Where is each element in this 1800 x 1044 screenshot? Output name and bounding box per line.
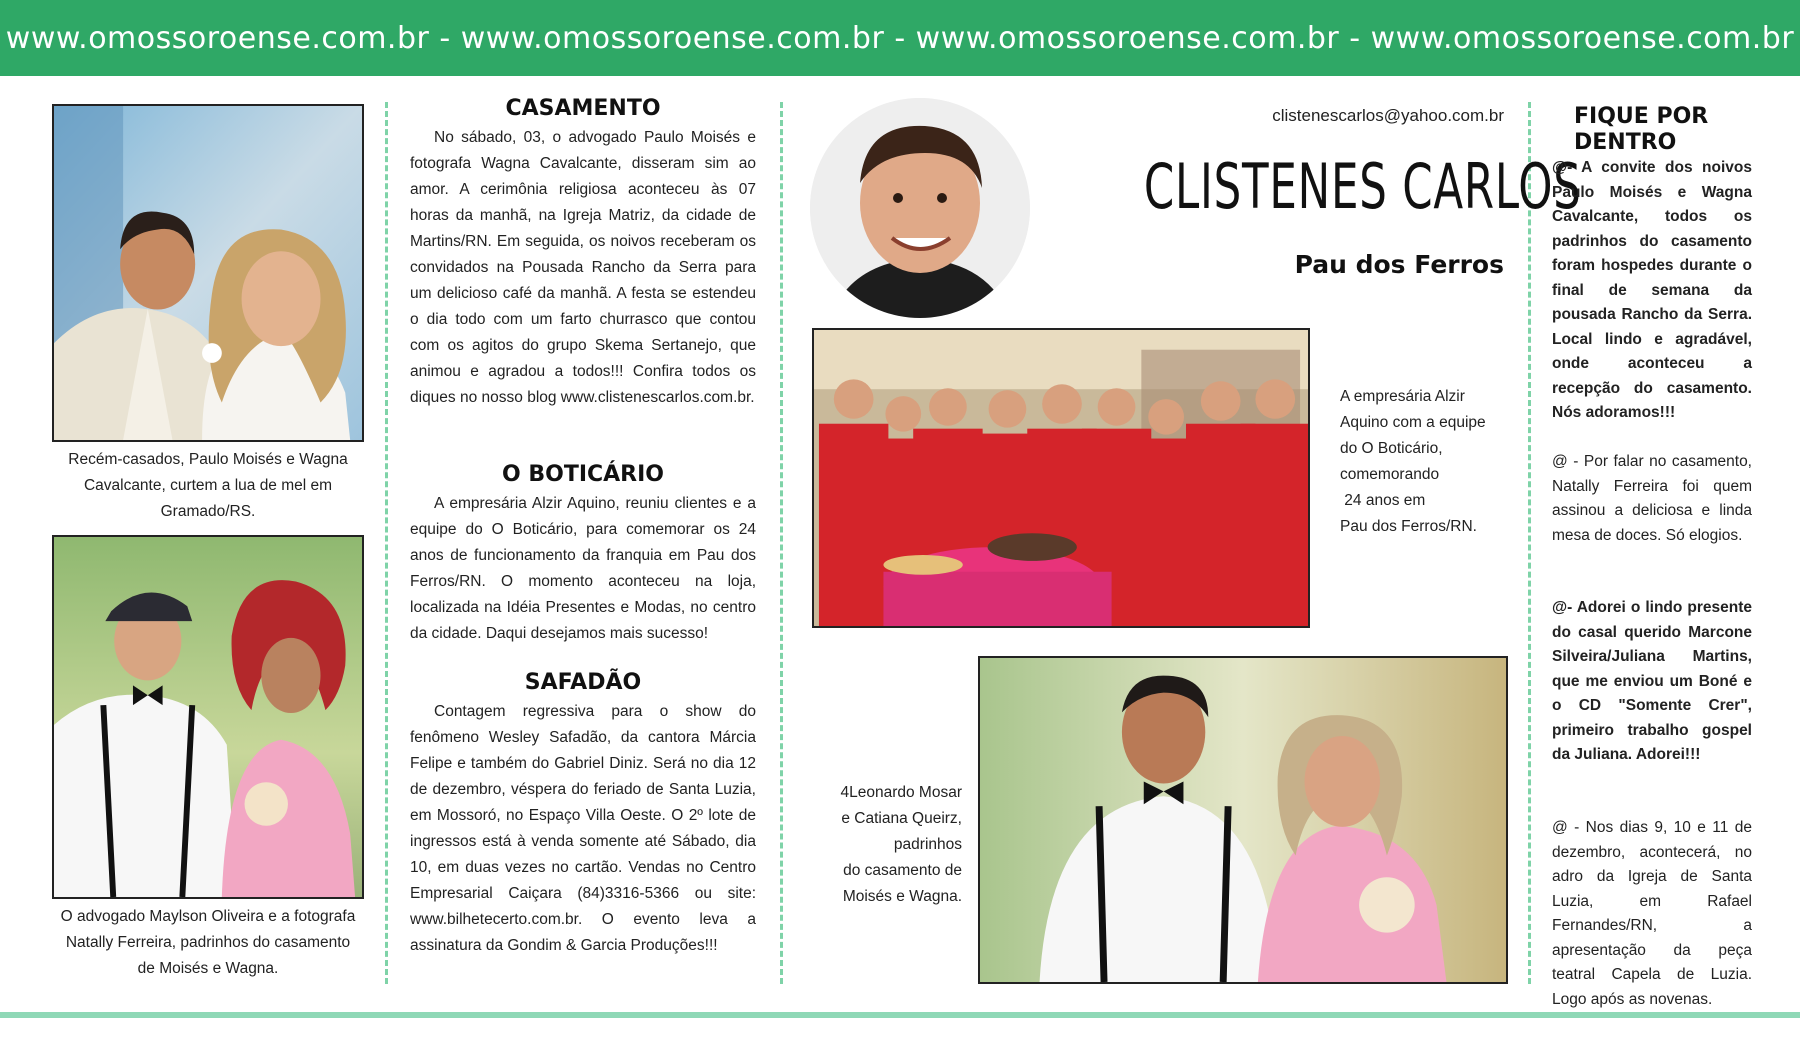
article-title: CASAMENTO [505,96,661,121]
caption-line: do O Boticário, [1340,440,1443,457]
article-title: O BOTICÁRIO [501,462,665,487]
caption-line: Recém-casados, Paulo Moisés e Wagna [68,451,348,468]
caption-line: 4Leonardo Mosar [840,784,962,801]
caption-line: Pau dos Ferros/RN. [1340,518,1477,535]
column-divider [385,102,388,984]
article-body: Contagem regressiva para o show do fenômeno Wesley Safadão, da cantora Márcia Felipe e também do Gabriel Diniz. Será no dia 12 de dezembro, véspera do feriado de Santa Luzia, em Mossoró, no Espaço Villa Oeste. O 2º lote de ingressos está à venda somente até Sábado, dia 10, em duas vezes no cartão. Vendas no Centro Empresarial Caiçara (84)3316-5366 ou site: www.bilhetecerto.com.br. O evento leva a assinatura da Gondim & Garcia Produções!!! [410,703,756,954]
sidebar-note: @ - Por falar no casamento, Natally Ferreira foi quem assinou a deliciosa e linda mesa de doces. Só elogios. [1552,453,1752,544]
photo-godparents-caption [52,904,364,982]
caption-line: e Catiana Queirz, [841,810,962,827]
sidebar-title [1574,104,1754,156]
photo-boticario-caption [1340,384,1520,540]
caption-line: do casamento de [843,862,962,879]
photo-newlyweds-caption [52,447,364,525]
article-body: A empresária Alzir Aquino, reuniu clientes e a equipe do O Boticário, para comemorar os 24 anos de funcionamento da franquia em Pau dos Ferros/RN. O momento aconteceu na loja, localizada na Idéia Presentes e Modas, no centro da cidade. Daqui desejamos mais sucesso! [410,495,756,642]
caption-line: Cavalcante, curtem a lua de mel em [83,477,333,494]
caption-line: O advogado Maylson Oliveira e a fotografa [60,908,356,925]
caption-line: Natally Ferreira, padrinhos do casamento [65,934,351,951]
article-casamento [410,96,756,411]
article-safadao [410,670,756,959]
photo-newlyweds [52,104,364,442]
column-city: Pau dos Ferros [1294,250,1504,279]
photo-godparents2-caption [820,780,962,910]
sidebar-note: @- A convite dos noivos Paulo Moisés e Wagna Cavalcante, todos os padrinhos do casamento foram hospedes durante o final de semana da pousada Rancho da Serra. Local lindo e agradável, onde aconteceu a recepção do casamento. Nós adoramos!!! [1552,159,1752,421]
column-divider [780,102,783,984]
sidebar-note: @ - Nos dias 9, 10 e 11 de dezembro, acontecerá, no adro da Igreja de Santa Luzia, em Rafael Fernandes/RN, a apresentação da peça teatral Capela de Luzia. Logo após as novenas. [1552,819,1752,1008]
sidebar-title-line: DENTRO [1574,130,1677,155]
sidebar-note: @- Adorei o lindo presente do casal querido Marcone Silveira/Juliana Martins, que me enviou um Boné e o CD "Somente Crer", primeiro trabalho gospel da Juliana. Adorei!!! [1552,599,1752,763]
article-boticario [410,462,756,647]
caption-line: A empresária Alzir [1340,388,1465,405]
photo-boticario-team [812,328,1310,628]
site-banner [0,0,1800,76]
columnist-portrait [810,98,1030,318]
caption-line: comemorando [1340,466,1440,483]
photo-godparents-maylson-natally [52,535,364,899]
photo-godparents-leonardo-catiana [978,656,1508,984]
columnist-email: clistenescarlos@yahoo.com.br [1272,106,1504,125]
columnist-name: CLISTENES CARLOS [1143,150,1582,223]
sidebar-title-line: FIQUE POR [1574,104,1709,129]
caption-line: Gramado/RS. [160,503,256,520]
caption-line: Aquino com a equipe [1340,414,1486,431]
banner-text: www.omossoroense.com.br - www.omossoroense.com.br - www.omossoroense.com.br - www.omossoroense.com.br [5,20,1795,56]
caption-line: 24 anos em [1340,492,1426,509]
article-body: No sábado, 03, o advogado Paulo Moisés e fotografa Wagna Cavalcante, disseram sim ao amor. A cerimônia religiosa aconteceu às 07 horas da manhã, na Igreja Matriz, da cidade de Martins/RN. Em seguida, os noivos receberam os convidados na Pousada Rancho da Serra para um delicioso café da manhã. A festa se estendeu o dia todo com um farto churrasco que contou com os agitos do grupo Skema Sertanejo, que animou e agradou a todos!!! Confira todos os diques no nosso blog www.clistenescarlos.com.br. [410,129,756,406]
caption-line: padrinhos [893,836,962,853]
caption-line: Moisés e Wagna. [842,888,962,905]
article-title: SAFADÃO [524,670,642,695]
column-divider [1528,102,1531,984]
bottom-rule [0,1012,1800,1018]
caption-line: de Moisés e Wagna. [137,960,279,977]
